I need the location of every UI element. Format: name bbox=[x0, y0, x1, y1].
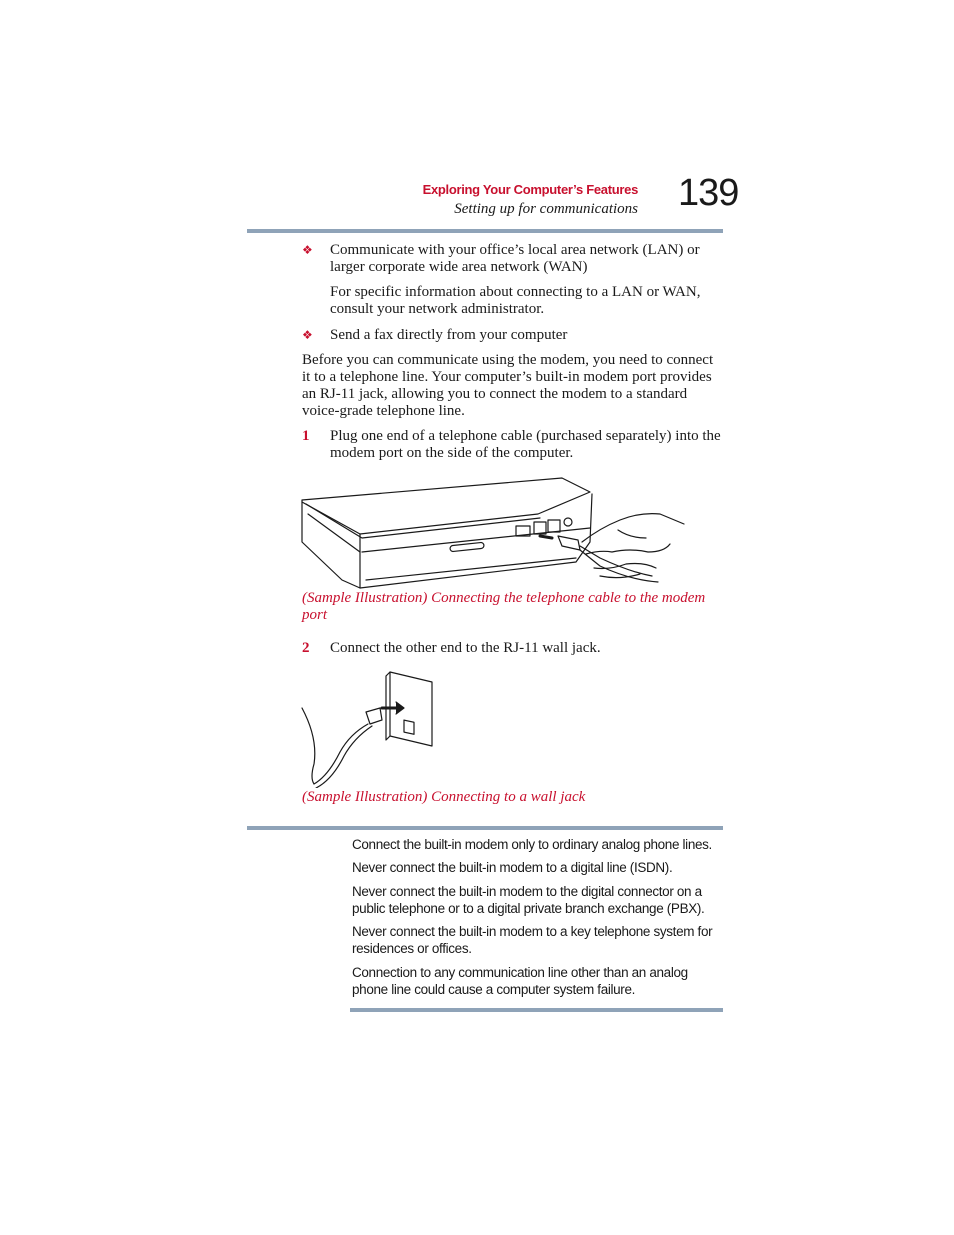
bullet-text: Send a fax directly from your computer bbox=[330, 327, 568, 343]
step-number: 1 bbox=[302, 428, 310, 444]
section-title: Setting up for communications bbox=[454, 201, 638, 217]
warning-text: Connection to any communication line other than an analog phone line could cause a computer system failure. bbox=[352, 965, 688, 997]
warning-bottom-rule bbox=[350, 1008, 723, 1012]
laptop-modem-port-illustration bbox=[300, 472, 690, 590]
warning-text: Connect the built-in modem only to ordinary analog phone lines. bbox=[352, 837, 712, 852]
page-number: 139 bbox=[678, 172, 739, 214]
bullet-note: For specific information about connecting to a LAN or WAN, consult your network administrator. bbox=[330, 284, 701, 317]
wall-jack-illustration bbox=[300, 668, 440, 788]
warning-top-rule bbox=[247, 826, 723, 830]
diamond-bullet-icon: ❖ bbox=[302, 243, 313, 257]
warning-text: Never connect the built-in modem to a key telephone system for residences or offices. bbox=[352, 924, 713, 956]
bullet-text: Communicate with your office’s local area network (LAN) or larger corporate wide area network (WAN) bbox=[330, 242, 700, 275]
warning-text: Never connect the built-in modem to the digital connector on a public telephone or to a digital private branch exchange (PBX). bbox=[352, 884, 705, 916]
chapter-title: Exploring Your Computer’s Features bbox=[422, 182, 638, 197]
step-text: Connect the other end to the RJ-11 wall jack. bbox=[330, 640, 601, 656]
step-text: Plug one end of a telephone cable (purchased separately) into the modem port on the side of the computer. bbox=[330, 428, 721, 461]
intro-paragraph: Before you can communicate using the modem, you need to connect it to a telephone line. Your computer’s built-in modem port provides an RJ-11 jack, allowing you to connect the modem to a standard voice-grade telephone line. bbox=[302, 352, 714, 419]
figure-caption: (Sample Illustration) Connecting the telephone cable to the modem port bbox=[302, 590, 706, 623]
figure-caption: (Sample Illustration) Connecting to a wall jack bbox=[302, 789, 586, 805]
warning-text: Never connect the built-in modem to a digital line (ISDN). bbox=[352, 860, 673, 875]
diamond-bullet-icon: ❖ bbox=[302, 328, 313, 342]
step-number: 2 bbox=[302, 640, 310, 656]
header-rule bbox=[247, 229, 723, 233]
